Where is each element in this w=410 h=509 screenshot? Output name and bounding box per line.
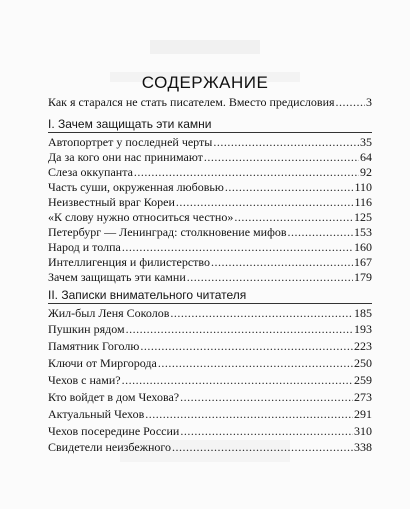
toc-entry-title: Жил-был Леня Соколов xyxy=(48,306,170,320)
toc-entry-page: 64 xyxy=(360,150,372,164)
toc-entry-title: Как я старался не стать писателем. Вместо предисловия xyxy=(48,95,335,109)
toc-entry xyxy=(48,165,372,179)
toc-entry xyxy=(48,339,372,353)
dot-leader xyxy=(134,165,359,179)
toc-entry xyxy=(48,440,372,454)
toc-entry xyxy=(48,322,372,336)
dot-leader xyxy=(336,95,365,109)
show-through-decoration xyxy=(150,40,260,54)
toc-entry-title: Актуальный Чехов xyxy=(48,407,145,421)
dot-leader xyxy=(288,225,353,239)
toc-entry xyxy=(48,356,372,370)
toc-entry-page: 250 xyxy=(354,356,372,370)
toc-entry-title: Народ и толпа xyxy=(48,240,121,254)
toc-entry xyxy=(48,407,372,421)
toc-entry-title: Свидетели неизбежного xyxy=(48,440,172,454)
toc-entry-page: 179 xyxy=(354,270,372,284)
toc-entry-page: 167 xyxy=(354,255,372,269)
toc-entry-title: Памятник Гоголю xyxy=(48,339,140,353)
toc-entry-title: Интеллигенция и филистерство xyxy=(48,255,211,269)
toc-entry xyxy=(48,150,372,164)
section-rule xyxy=(48,303,372,304)
dot-leader xyxy=(213,135,359,149)
toc-entry-page: 310 xyxy=(354,424,372,438)
dot-leader xyxy=(122,240,353,254)
toc-entry-page: 273 xyxy=(354,390,372,404)
toc-entry-page: 160 xyxy=(354,240,372,254)
toc-entry-page: 3 xyxy=(366,95,372,109)
toc-entry-title: Да за кого они нас принимают xyxy=(48,150,203,164)
toc-entry xyxy=(48,210,372,224)
section-heading: II. Записки внимательного читателя xyxy=(48,288,247,302)
dot-leader xyxy=(170,306,353,320)
dot-leader xyxy=(187,270,353,284)
dot-leader xyxy=(145,407,353,421)
dot-leader xyxy=(176,195,354,209)
toc-entry xyxy=(48,195,372,209)
toc-entry-page: 110 xyxy=(354,180,372,194)
toc-entry xyxy=(48,373,372,387)
dot-leader xyxy=(211,255,353,269)
toc-entry-page: 35 xyxy=(360,135,372,149)
dot-leader xyxy=(180,390,353,404)
toc-entry-title: Зачем защищать эти камни xyxy=(48,270,186,284)
toc-entry-title: Чехов с нами? xyxy=(48,373,121,387)
dot-leader xyxy=(204,150,359,164)
toc-entry-title: Пушкин рядом xyxy=(48,322,125,336)
page-title: СОДЕРЖАНИЕ xyxy=(141,73,269,93)
toc-entry xyxy=(48,135,372,149)
dot-leader xyxy=(234,210,353,224)
toc-entry-title: Ключи от Миргорода xyxy=(48,356,157,370)
toc-entry-page: 185 xyxy=(354,306,372,320)
toc-entry-page: 116 xyxy=(354,195,372,209)
toc-entry xyxy=(48,270,372,284)
toc-entry-page: 223 xyxy=(354,339,372,353)
toc-entry xyxy=(48,390,372,404)
dot-leader xyxy=(122,373,353,387)
toc-entry-page: 125 xyxy=(354,210,372,224)
toc-entry xyxy=(48,180,372,194)
toc-entry-title: Кто войдет в дом Чехова? xyxy=(48,390,180,404)
toc-entry-page: 291 xyxy=(354,407,372,421)
toc-entry-title: Петербург — Ленинград: столкновение мифов xyxy=(48,225,287,239)
toc-entry-title: «К слову нужно относиться честно» xyxy=(48,210,234,224)
toc-entry-title: Чехов посередине России xyxy=(48,424,180,438)
toc-entry-page: 92 xyxy=(360,165,372,179)
dot-leader xyxy=(180,424,353,438)
section-rule xyxy=(48,132,372,133)
toc-entry xyxy=(48,306,372,320)
toc-entry xyxy=(48,424,372,438)
toc-entry-title: Часть суши, окруженная любовью xyxy=(48,180,224,194)
toc-entry-page: 193 xyxy=(354,322,372,336)
dot-leader xyxy=(126,322,353,336)
toc-entry xyxy=(48,255,372,269)
toc-entry-preface xyxy=(48,95,372,109)
toc-entry-page: 153 xyxy=(354,225,372,239)
toc-entry-page: 259 xyxy=(354,373,372,387)
dot-leader xyxy=(172,440,353,454)
dot-leader xyxy=(225,180,354,194)
toc-entry xyxy=(48,240,372,254)
toc-entry xyxy=(48,225,372,239)
toc-entry-title: Слеза оккупанта xyxy=(48,165,133,179)
dot-leader xyxy=(158,356,353,370)
section-heading: I. Зачем защищать эти камни xyxy=(48,117,212,131)
dot-leader xyxy=(140,339,353,353)
toc-entry-page: 338 xyxy=(354,440,372,454)
toc-entry-title: Автопортрет у последней черты xyxy=(48,135,213,149)
toc-entry-title: Неизвестный враг Кореи xyxy=(48,195,175,209)
